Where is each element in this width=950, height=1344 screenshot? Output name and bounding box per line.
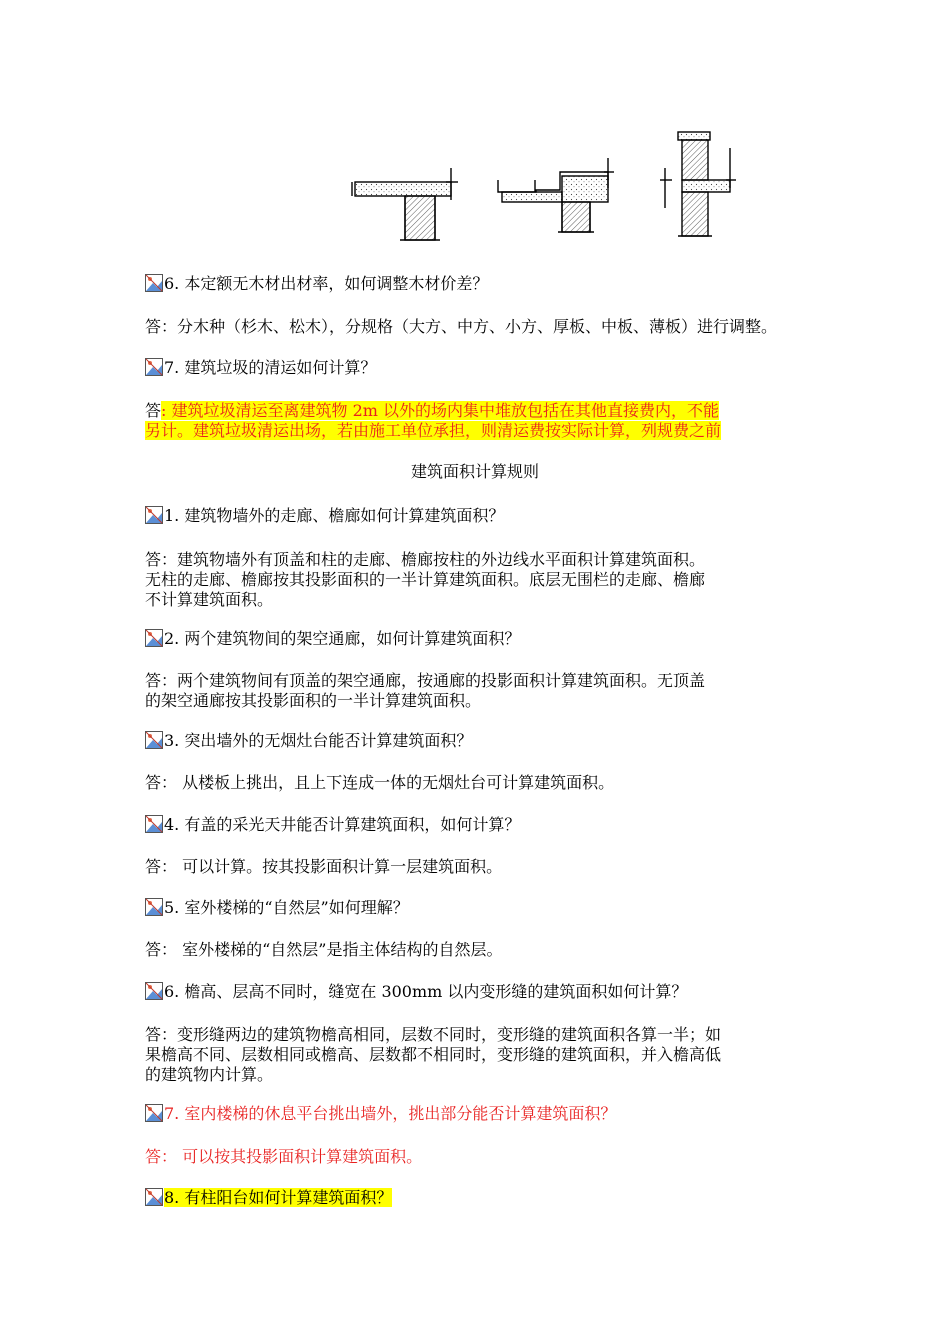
broken-image-icon <box>145 358 163 376</box>
broken-image-icon <box>145 982 163 1000</box>
question-2 <box>145 629 815 649</box>
question-6-text: 6. 本定额无木材出材率，如何调整木材价差？ <box>164 274 489 293</box>
question-4-text: 4. 有盖的采光天井能否计算建筑面积，如何计算？ <box>164 815 521 834</box>
broken-image-icon <box>145 1104 163 1122</box>
answer-1-line-3: 不计算建筑面积。 <box>145 590 274 609</box>
broken-image-icon <box>145 1188 163 1206</box>
broken-image-icon <box>145 629 163 647</box>
answer-7-intro-line-1 <box>145 401 815 421</box>
question-7-text: 7. 建筑垃圾的清运如何计算？ <box>164 358 377 377</box>
broken-image-icon <box>145 815 163 833</box>
question-8-text: 8. 有柱阳台如何计算建筑面积？ <box>164 1188 393 1207</box>
answer-2-line-2: 的架空通廊按其投影面积的一半计算建筑面积。 <box>145 691 482 710</box>
question-5 <box>145 898 815 918</box>
question-7-text: 7. 室内楼梯的休息平台挑出墙外，挑出部分能否计算建筑面积？ <box>164 1104 617 1123</box>
answer-prefix: 答 <box>145 401 162 420</box>
highlighted-answer-text: 另计。建筑垃圾清运出场，若由施工单位承担，则清运费按实际计算，列规费之前 <box>145 421 722 440</box>
question-7-intro <box>145 358 815 378</box>
question-5-text: 5. 室外楼梯的“自然层”如何理解？ <box>164 898 409 917</box>
answer-6-line-3: 的建筑物内计算。 <box>145 1065 274 1084</box>
section-drawing-2 <box>498 158 614 232</box>
answer-7: 答： 可以按其投影面积计算建筑面积。 <box>145 1147 423 1166</box>
question-4 <box>145 815 815 835</box>
answer-1-line-2: 无柱的走廊、檐廊按其投影面积的一半计算建筑面积。底层无围栏的走廊、檐廊 <box>145 570 706 589</box>
section-drawing-3 <box>660 132 736 236</box>
answer-4: 答： 可以计算。按其投影面积计算一层建筑面积。 <box>145 857 503 876</box>
question-6-intro <box>145 274 815 294</box>
answer-6-line-1: 答：变形缝两边的建筑物檐高相同，层数不同时，变形缝的建筑面积各算一半；如 <box>145 1025 722 1044</box>
question-6 <box>145 982 815 1002</box>
answer-5: 答： 室外楼梯的“自然层”是指主体结构的自然层。 <box>145 940 503 959</box>
broken-image-icon <box>145 731 163 749</box>
answer-2-line-1: 答：两个建筑物间有顶盖的架空通廊，按通廊的投影面积计算建筑面积。无顶盖 <box>145 671 706 690</box>
section-drawings-figure <box>340 128 750 246</box>
answer-3: 答： 从楼板上挑出，且上下连成一体的无烟灶台可计算建筑面积。 <box>145 773 615 792</box>
broken-image-icon <box>145 898 163 916</box>
section-title: 建筑面积计算规则 <box>410 462 539 481</box>
question-2-text: 2. 两个建筑物间的架空通廊，如何计算建筑面积？ <box>164 629 521 648</box>
broken-image-icon <box>145 506 163 524</box>
question-3-text: 3. 突出墙外的无烟灶台能否计算建筑面积？ <box>164 731 473 750</box>
answer-1-line-1: 答：建筑物墙外有顶盖和柱的走廊、檐廊按柱的外边线水平面积计算建筑面积。 <box>145 550 706 569</box>
question-3 <box>145 731 815 751</box>
answer-7-intro-line-2 <box>145 421 815 441</box>
answer-6-line-2: 果檐高不同、层数相同或檐高、层数都不相同时，变形缝的建筑面积，并入檐高低 <box>145 1045 722 1064</box>
question-6-text: 6. 檐高、层高不同时，缝宽在 300mm 以内变形缝的建筑面积如何计算？ <box>164 982 688 1001</box>
highlighted-answer-text: : 建筑垃圾清运至离建筑物 2m 以外的场内集中堆放包括在其他直接费内，不能 <box>161 401 720 420</box>
answer-6-intro: 答：分木种（杉木、松木），分规格（大方、中方、小方、厚板、中板、薄板）进行调整。 <box>145 317 778 336</box>
question-1-text: 1. 建筑物墙外的走廊、檐廊如何计算建筑面积？ <box>164 506 505 525</box>
broken-image-icon <box>145 274 163 292</box>
question-8 <box>145 1188 815 1208</box>
question-1 <box>145 506 815 526</box>
section-drawing-1 <box>352 168 458 240</box>
question-7 <box>145 1104 815 1124</box>
